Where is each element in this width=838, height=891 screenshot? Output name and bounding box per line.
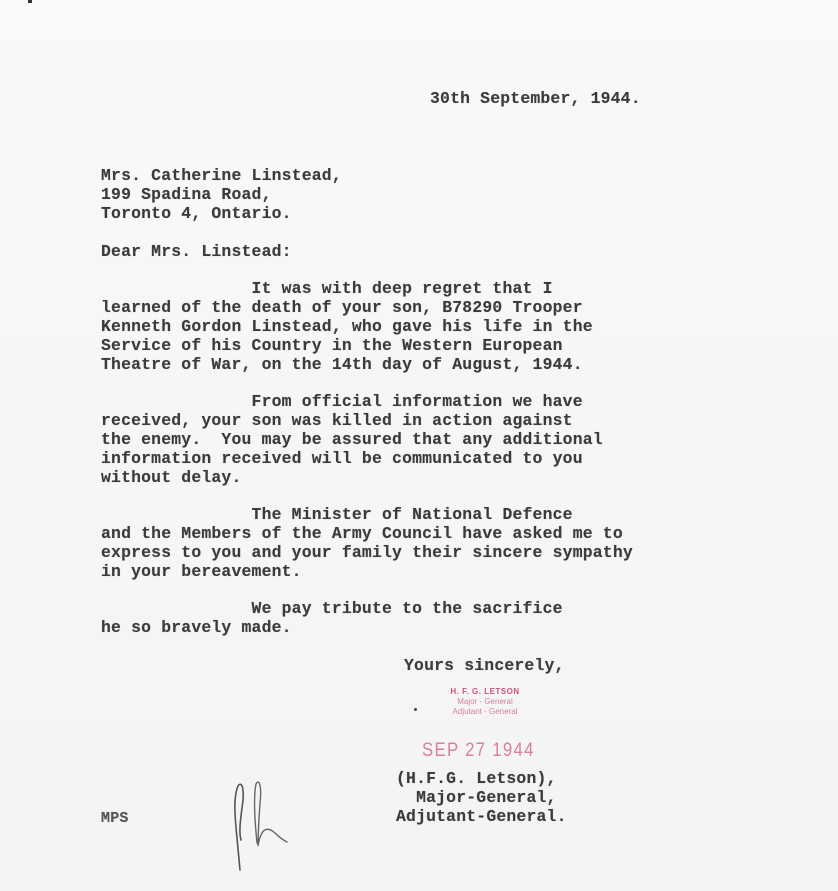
scan-mark	[28, 0, 32, 3]
paragraph-line: he so bravely made.	[101, 618, 292, 637]
paragraph-line: Service of his Country in the Western European	[101, 336, 563, 355]
signature-line: (H.F.G. Letson),	[396, 769, 557, 788]
letter-date: 30th September, 1944.	[430, 89, 641, 108]
signature-line: Adjutant-General.	[396, 807, 567, 826]
paragraph-line: information received will be communicated to you	[101, 449, 583, 468]
paragraph-tribute	[101, 599, 563, 637]
stamp-title: Adjutant - General	[452, 707, 518, 716]
stamp-name: H. F. G. LETSON	[450, 687, 520, 696]
salutation: Dear Mrs. Linstead:	[101, 242, 292, 261]
paragraph-line: without delay.	[101, 468, 242, 487]
date-stamp: SEP 27 1944	[422, 740, 535, 761]
recipient-line: 199 Spadina Road,	[101, 185, 272, 204]
paragraph-line: Theatre of War, on the 14th day of August, 1944.	[101, 355, 583, 374]
recipient-line: Mrs. Catherine Linstead,	[101, 166, 342, 185]
signature-line: Major-General,	[396, 788, 557, 807]
ink-dot	[414, 708, 417, 711]
paragraph-line: in your bereavement.	[101, 562, 302, 581]
paragraph-sympathy	[101, 505, 633, 581]
paragraph-official-information	[101, 392, 603, 487]
stamp-rank: Major - General	[457, 697, 513, 706]
paragraph-line: received, your son was killed in action against	[101, 411, 573, 430]
paragraph-line: and the Members of the Army Council have asked me to	[101, 524, 623, 543]
paragraph-line: We pay tribute to the sacrifice	[101, 599, 563, 618]
paragraph-line: From official information we have	[101, 392, 583, 411]
recipient-address	[101, 166, 342, 223]
recipient-line: Toronto 4, Ontario.	[101, 204, 292, 223]
typist-initials: MPS	[101, 810, 129, 827]
paragraph-condolence	[101, 279, 593, 374]
paragraph-line: learned of the death of your son, B78290 Trooper	[101, 298, 583, 317]
paragraph-line: Kenneth Gordon Linstead, who gave his life in the	[101, 317, 593, 336]
paragraph-line: the enemy. You may be assured that any additional	[101, 430, 603, 449]
paragraph-line: The Minister of National Defence	[101, 505, 573, 524]
handwritten-initials-icon	[225, 778, 305, 878]
paragraph-line: It was with deep regret that I	[101, 279, 553, 298]
signature-block	[396, 769, 567, 826]
closing: Yours sincerely,	[404, 656, 565, 675]
paragraph-line: express to you and your family their sincere sympathy	[101, 543, 633, 562]
signature-stamp	[437, 687, 533, 717]
